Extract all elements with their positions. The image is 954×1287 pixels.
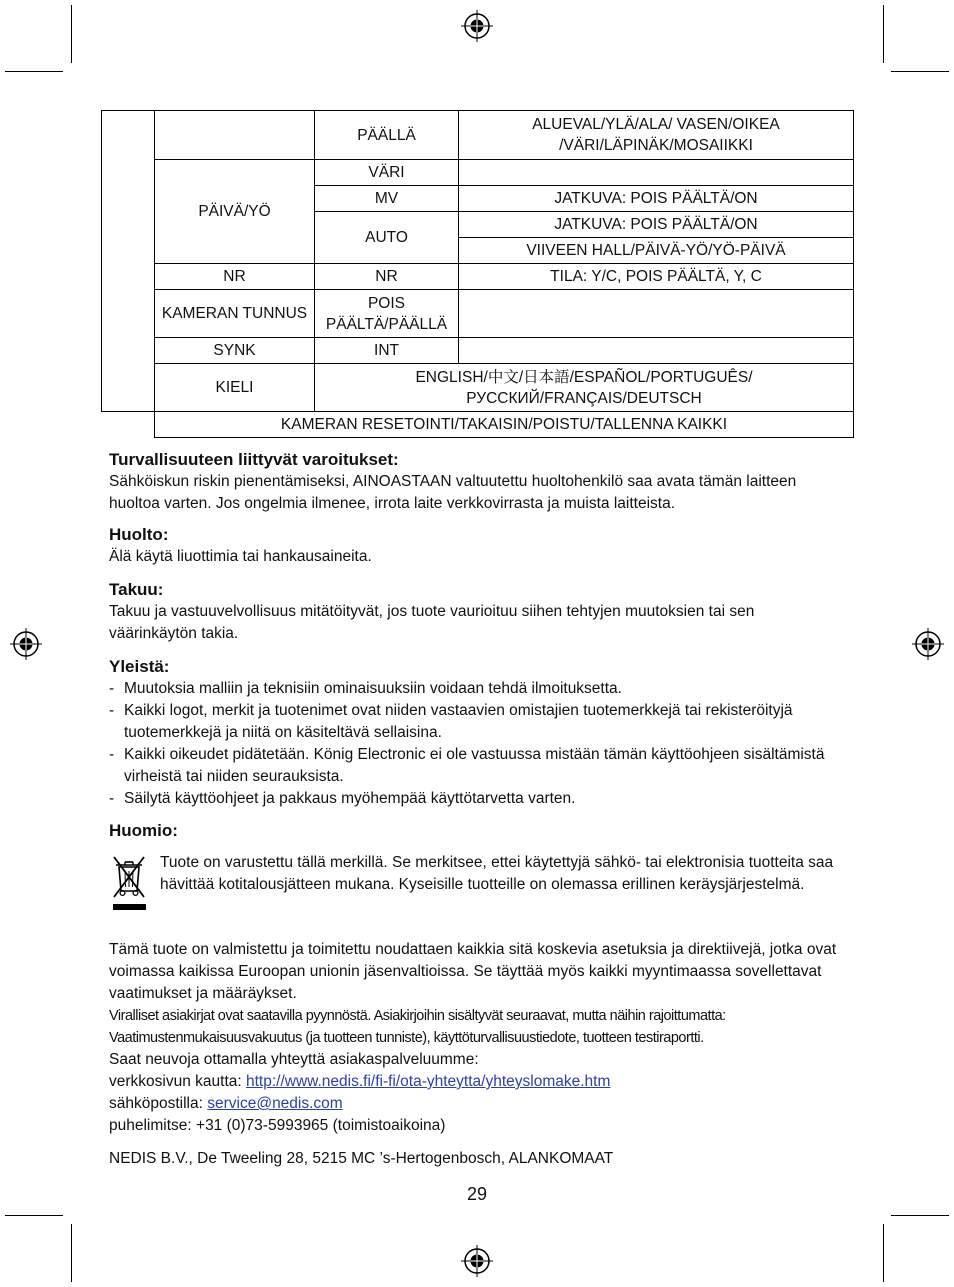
weee-text: Tuote on varustettu tällä merkillä. Se merkitsee, ettei käytettyjä sähkö- tai elektronisia tuotteita saa hävittää kotitalousjätteen mukana. Kyseisille tuotteille on olemassa erillinen keräysjärjestelmä. (160, 854, 834, 893)
table-cell: PÄÄLLÄ (315, 111, 459, 160)
crossed-out-wheelie-bin-icon (110, 853, 148, 913)
warranty-text: Takuu ja vastuuvelvollisuus mitätöityvät, jos tuote vaurioituu siihen tehtyjen muutoksien tai sen väärinkäytön takia. (109, 603, 755, 642)
table-cell (102, 412, 155, 438)
safety-heading: Turvallisuuteen liittyvät varoitukset: (109, 450, 399, 469)
note-heading: Huomio: (109, 821, 178, 840)
table-blank-column (102, 111, 155, 412)
table-cell: ALUEVAL/YLÄ/ALA/ VASEN/OIKEA /VÄRI/LÄPINÄK/MOSAIIKKI (459, 111, 854, 160)
table-cell: JATKUVA: POIS PÄÄLTÄ/ON (459, 186, 854, 212)
note-section (109, 820, 844, 842)
email-line (109, 1093, 844, 1115)
table-cell: VIIVEEN HALL/PÄIVÄ-YÖ/YÖ-PÄIVÄ (459, 238, 854, 264)
table-cell: MV (315, 186, 459, 212)
general-section (109, 656, 844, 810)
crop-mark (71, 1224, 72, 1282)
warranty-heading: Takuu: (109, 580, 164, 599)
registration-mark-icon (10, 628, 42, 660)
maintenance-section (109, 524, 844, 568)
crop-mark (883, 5, 884, 63)
table-cell (459, 338, 854, 364)
table-cell: KIELI (155, 364, 315, 412)
table-cell: TILA: Y/C, POIS PÄÄLTÄ, Y, C (459, 264, 854, 290)
osd-settings-table (101, 110, 854, 438)
crop-mark (5, 71, 63, 72)
crop-mark (5, 1215, 63, 1216)
documents-line: Viralliset asiakirjat ovat saatavilla pyynnöstä. Asiakirjoihin sisältyvät seuraavat, mutta näihin rajoittumatta: (109, 1008, 726, 1024)
table-cell: JATKUVA: POIS PÄÄLTÄ/ON (459, 212, 854, 238)
table-cell (459, 290, 854, 338)
table-cell: SYNK (155, 338, 315, 364)
website-label: verkkosivun kautta: (109, 1073, 246, 1090)
table-cell: AUTO (315, 212, 459, 264)
page-number: 29 (466, 1184, 488, 1204)
warranty-section (109, 579, 844, 645)
table-cell: VÄRI (315, 160, 459, 186)
table-cell: NR (155, 264, 315, 290)
table-cell: NR (315, 264, 459, 290)
compliance-text: Tämä tuote on valmistettu ja toimitettu noudattaen kaikkia sitä koskevia asetuksia ja direktiivejä, jotka ovat voimassa kaikissa Euroopan unionin jäsenvaltioissa. Se täyttää myös kaikki myyntimaassa sovellettavat vaatimukset ja määräykset. (109, 941, 837, 1002)
general-heading: Yleistä: (109, 657, 170, 676)
table-cell: KAMERAN TUNNUS (155, 290, 315, 338)
table-cell-languages (315, 364, 854, 412)
table-cell: POIS PÄÄLTÄ/PÄÄLLÄ (315, 290, 459, 338)
documents-line: Vaatimustenmukaisuusvakuutus (ja tuotteen tunniste), käyttöturvallisuustiedote, tuotteen testiraportti. (109, 1030, 704, 1046)
maintenance-text: Älä käytä liuottimia tai hankausaineita. (109, 548, 372, 565)
list-item: - Kaikki logot, merkit ja tuotenimet ovat niiden vastaavien omistajien tuotemerkkejä tai rekisteröityjä tuotemerkkejä ja niitä on käsiteltävä sellaisina. (109, 700, 844, 744)
crop-mark (891, 1215, 949, 1216)
general-list (109, 678, 844, 810)
phone-line: puhelimitse: +31 (0)73-5993965 (toimistoaikoina) (109, 1117, 446, 1134)
language-line: РУССКИЙ/FRANÇAIS/DEUTSCH (466, 389, 702, 407)
registration-mark-icon (461, 10, 493, 42)
safety-section (109, 449, 844, 515)
compliance-section (109, 939, 844, 1170)
email-label: sähköpostilla: (109, 1095, 208, 1112)
registration-mark-icon (461, 1245, 493, 1277)
list-item: - Kaikki oikeudet pidätetään. König Electronic ei ole vastuussa mistään tämän käyttöohjeen sisältämistä virheistä tai niiden seurauksista. (109, 744, 844, 788)
safety-text: Sähköiskun riskin pienentämiseksi, AINOASTAAN valtuutettu huoltohenkilö saa avata tämän laitteen huoltoa varten. Jos ongelmia ilmenee, irrota laite verkkovirrasta ja muista laitteista. (109, 473, 797, 512)
crop-mark (891, 71, 949, 72)
maintenance-heading: Huolto: (109, 525, 169, 544)
table-cell (155, 111, 315, 160)
contact-line: Saat neuvoja ottamalla yhteyttä asiakaspalveluumme: (109, 1051, 479, 1068)
website-line (109, 1071, 844, 1093)
language-line: ENGLISH/中文/日本語/ESPAÑOL/PORTUGUÊS/ (415, 368, 753, 386)
table-cell: INT (315, 338, 459, 364)
crop-mark (71, 5, 72, 63)
email-link[interactable]: service@nedis.com (207, 1095, 343, 1112)
registration-mark-icon (912, 628, 944, 660)
company-address: NEDIS B.V., De Tweeling 28, 5215 MC ’s-Hertogenbosch, ALANKOMAAT (109, 1150, 614, 1167)
table-cell (459, 160, 854, 186)
crop-mark (883, 1224, 884, 1282)
list-item: - Muutoksia malliin ja teknisiin ominaisuuksiin voidaan tehdä ilmoituksetta. (109, 678, 844, 700)
table-cell-reset: KAMERAN RESETOINTI/TAKAISIN/POISTU/TALLENNA KAIKKI (155, 412, 854, 438)
list-item: - Säilytä käyttöohjeet ja pakkaus myöhempää käyttötarvetta varten. (109, 788, 844, 810)
table-cell-day-night: PÄIVÄ/YÖ (155, 160, 315, 264)
website-link[interactable]: http://www.nedis.fi/fi-fi/ota-yhteytta/yhteyslomake.htm (245, 1073, 611, 1090)
